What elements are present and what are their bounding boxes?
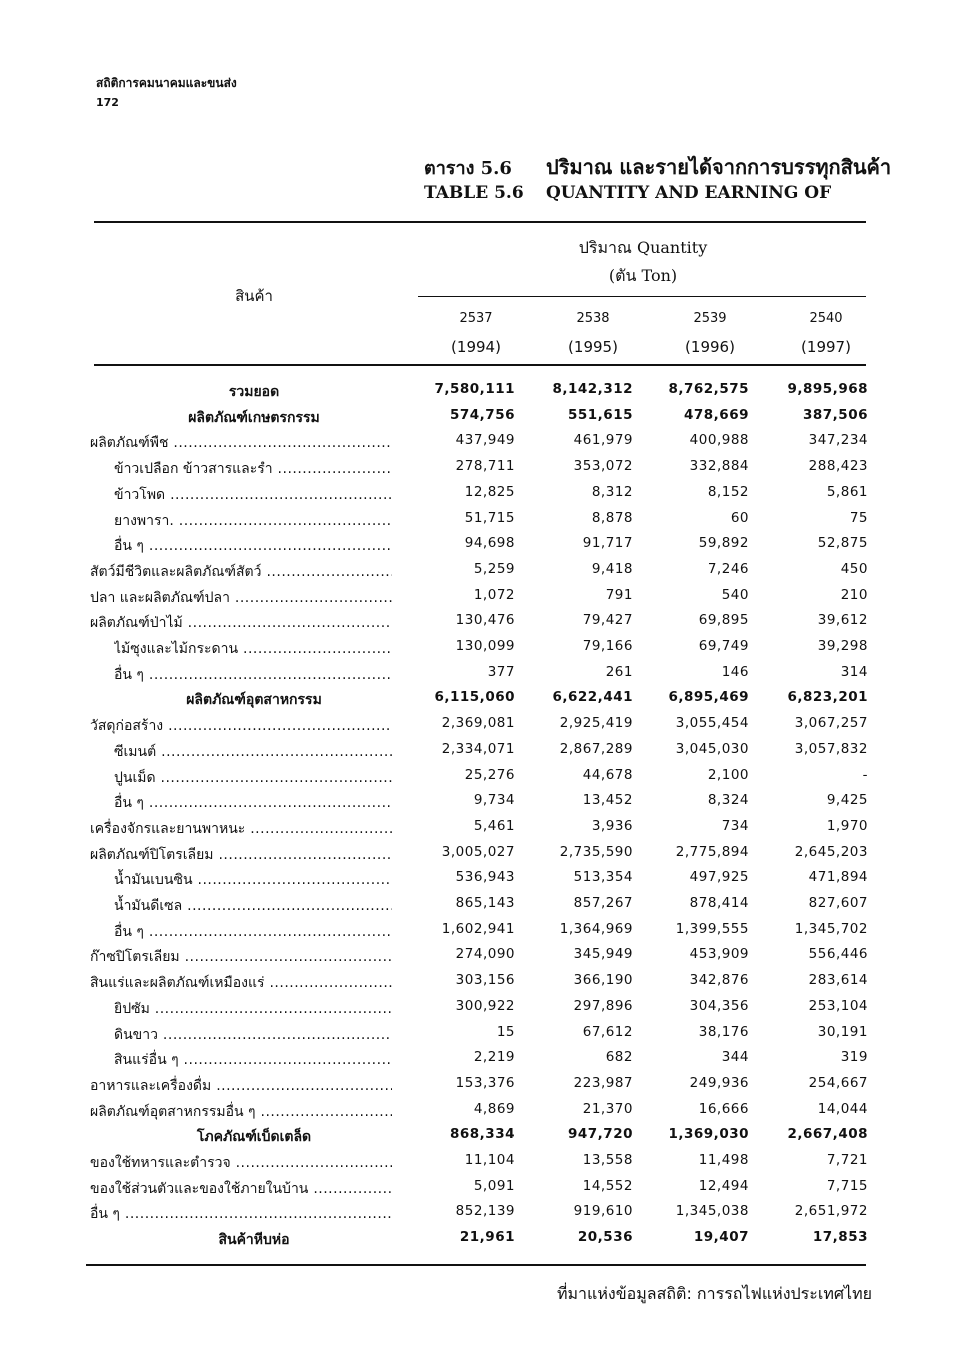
cell-value: 254,667 [808, 1074, 868, 1091]
cell-value: 9,425 [826, 792, 868, 809]
cell-value: 574,756 [450, 406, 515, 423]
quantity-unit-header: (ตัน Ton) [608, 266, 678, 285]
table-row [0, 381, 966, 406]
cell-value: 39,612 [817, 612, 868, 629]
table-title-english: QUANTITY AND EARNING OF [546, 183, 832, 203]
cell-value: 556,446 [808, 946, 868, 963]
table-row [0, 1024, 966, 1049]
cell-value: 540 [721, 586, 749, 603]
cell-value: 16,666 [698, 1100, 749, 1117]
cell-value: 38,176 [698, 1023, 749, 1040]
table-row [0, 818, 966, 843]
cell-value: - [862, 766, 868, 783]
row-label: ผลิตภัณฑ์พืช ..... [90, 432, 392, 454]
cell-value: 857,267 [573, 895, 633, 911]
row-label: ข้าวโพด ..... [114, 484, 392, 506]
table-row [0, 1101, 966, 1126]
cell-value: 297,896 [573, 997, 633, 1014]
cell-value: 827,607 [808, 895, 868, 911]
cell-value: 2,667,408 [787, 1126, 868, 1143]
table-row [0, 1126, 966, 1151]
row-label: สัตว์มีชีวิตและผลิตภัณฑ์สัตว์ ..... [90, 561, 392, 583]
row-label: สินค้าหีบห่อ [218, 1232, 290, 1249]
cell-value: 461,979 [573, 432, 633, 449]
cell-value: 868,334 [450, 1126, 515, 1143]
cell-value: 261 [605, 663, 633, 680]
row-label: ของใช้ทหารและตำรวจ ..... [90, 1152, 392, 1174]
cell-value: 6,895,469 [668, 689, 749, 706]
cell-value: 2,645,203 [794, 843, 868, 860]
table-row [0, 535, 966, 560]
row-label: ของใช้ส่วนตัวและของใช้ภายในบ้าน ..... [90, 1178, 392, 1200]
table-title-thai: ปริมาณ และรายได้จากการบรรทุกสินค้า [546, 155, 892, 179]
table-row [0, 407, 966, 432]
row-label: เครื่องจักรและยานพาหนะ ..... [90, 818, 392, 840]
cell-value: 130,476 [455, 612, 515, 629]
cell-value: 1,364,969 [559, 920, 633, 937]
cell-value: 471,894 [808, 869, 868, 886]
table-row [0, 741, 966, 766]
cell-value: 450 [840, 560, 868, 577]
table-row [0, 715, 966, 740]
cell-value: 14,044 [817, 1100, 868, 1117]
cell-value: 30,191 [817, 1023, 868, 1040]
cell-value: 79,166 [582, 638, 633, 654]
cell-value: 2,334,071 [441, 740, 515, 757]
row-label: โภคภัณฑ์เบ็ดเตล็ด [196, 1129, 312, 1146]
cell-value: 12,825 [464, 483, 515, 500]
cell-value: 8,142,312 [552, 381, 633, 397]
cell-value: 2,925,419 [559, 715, 633, 732]
table-row [0, 432, 966, 457]
cell-value: 344 [721, 1049, 749, 1066]
quantity-header-rule [418, 296, 866, 297]
cell-value: 453,909 [689, 946, 749, 963]
table-row [0, 869, 966, 894]
item-column-header: สินค้า [235, 287, 273, 305]
cell-value: 69,749 [698, 638, 749, 654]
table-row [0, 664, 966, 689]
row-label: อื่น ๆ ..... [90, 1203, 392, 1225]
cell-value: 288,423 [808, 458, 868, 475]
cell-value: 7,721 [826, 1152, 868, 1168]
cell-value: 17,853 [812, 1229, 868, 1246]
cell-value: 2,867,289 [559, 740, 633, 757]
row-label: ผลิตภัณฑ์ปิโตรเลียม ..... [90, 844, 392, 866]
table-row [0, 612, 966, 637]
row-label: อื่น ๆ ..... [114, 535, 392, 557]
cell-value: 437,949 [455, 432, 515, 449]
table-row [0, 1152, 966, 1177]
table-row [0, 484, 966, 509]
cell-value: 366,190 [573, 972, 633, 989]
cell-value: 210 [840, 586, 868, 603]
cell-value: 303,156 [455, 972, 515, 989]
table-row [0, 921, 966, 946]
cell-value: 947,720 [568, 1126, 633, 1143]
cell-value: 44,678 [582, 766, 633, 783]
cell-value: 21,961 [459, 1229, 515, 1246]
cell-value: 67,612 [582, 1023, 633, 1040]
cell-value: 478,669 [684, 406, 749, 423]
cell-value: 314 [840, 663, 868, 680]
cell-value: 551,615 [568, 406, 633, 423]
cell-value: 682 [605, 1049, 633, 1066]
cell-value: 536,943 [455, 869, 515, 886]
cell-value: 51,715 [464, 509, 515, 526]
table-row [0, 895, 966, 920]
table-row [0, 1075, 966, 1100]
cell-value: 1,399,555 [675, 920, 749, 937]
row-label: ผลิตภัณฑ์อุตสาหกรรมอื่น ๆ ..... [90, 1101, 392, 1123]
year-be-1997: 2540 [809, 311, 843, 326]
cell-value: 13,452 [582, 792, 633, 809]
cell-value: 3,936 [591, 817, 633, 834]
cell-value: 59,892 [698, 535, 749, 552]
table-row [0, 792, 966, 817]
cell-value: 7,580,111 [434, 381, 515, 397]
row-label: ดินขาว ..... [114, 1024, 392, 1046]
cell-value: 2,219 [473, 1049, 515, 1066]
cell-value: 60 [730, 509, 749, 526]
cell-value: 300,922 [455, 997, 515, 1014]
cell-value: 2,100 [707, 766, 749, 783]
cell-value: 6,823,201 [787, 689, 868, 706]
cell-value: 14,552 [582, 1177, 633, 1194]
cell-value: 6,622,441 [552, 689, 633, 706]
cell-value: 2,651,972 [794, 1203, 868, 1220]
row-label: สินแร่และผลิตภัณฑ์เหมืองแร่ ..... [90, 972, 392, 994]
table-row [0, 1049, 966, 1074]
cell-value: 130,099 [455, 638, 515, 654]
table-row [0, 587, 966, 612]
cell-value: 497,925 [689, 869, 749, 886]
table-row [0, 689, 966, 714]
row-label: อื่น ๆ ..... [114, 921, 392, 943]
row-label: ก๊าซปิโตรเลียม ..... [90, 946, 392, 968]
year-ad-1995: (1995) [568, 338, 618, 356]
cell-value: 1,072 [473, 586, 515, 603]
cell-value: 852,139 [455, 1203, 515, 1220]
year-be-1995: 2538 [576, 311, 610, 326]
cell-value: 345,949 [573, 946, 633, 963]
row-label: ไม้ซุงและไม้กระดาน ..... [114, 638, 392, 660]
row-label: ยางพารา. ..... [114, 510, 392, 532]
row-label: ซีเมนต์ ..... [114, 741, 392, 763]
cell-value: 11,498 [698, 1152, 749, 1168]
cell-value: 3,055,454 [675, 715, 749, 732]
cell-value: 347,234 [808, 432, 868, 449]
cell-value: 2,369,081 [441, 715, 515, 732]
cell-value: 8,312 [591, 483, 633, 500]
table-row [0, 1203, 966, 1228]
cell-value: 353,072 [573, 458, 633, 475]
cell-value: 1,369,030 [668, 1126, 749, 1143]
cell-value: 400,988 [689, 432, 749, 449]
cell-value: 1,970 [826, 817, 868, 834]
cell-value: 278,711 [455, 458, 515, 475]
year-be-1994: 2537 [459, 311, 493, 326]
source-note: ที่มาแห่งข้อมูลสถิติ: การรถไฟแห่งประเทศไทย [556, 1284, 872, 1303]
cell-value: 75 [849, 509, 868, 526]
cell-value: 11,104 [464, 1152, 515, 1168]
table-row [0, 767, 966, 792]
cell-value: 25,276 [464, 766, 515, 783]
cell-value: 274,090 [455, 946, 515, 963]
running-header-title: สถิติการคมนาคมและขนส่ง [96, 76, 237, 90]
cell-value: 6,115,060 [434, 689, 515, 706]
cell-value: 21,370 [582, 1100, 633, 1117]
cell-value: 8,324 [707, 792, 749, 809]
cell-value: 1,602,941 [441, 920, 515, 937]
cell-value: 283,614 [808, 972, 868, 989]
row-label: อาหารและเครื่องดื่ม ..... [90, 1075, 392, 1097]
header-bottom-rule [94, 364, 866, 366]
cell-value: 19,407 [693, 1229, 749, 1246]
cell-value: 3,045,030 [675, 740, 749, 757]
row-label: อื่น ๆ ..... [114, 792, 392, 814]
cell-value: 2,775,894 [675, 843, 749, 860]
cell-value: 865,143 [455, 895, 515, 911]
row-label: รวมยอด [228, 384, 280, 400]
row-label: สินแร่อื่น ๆ ..... [114, 1049, 392, 1071]
row-label: ปลา และผลิตภัณฑ์ปลา ..... [90, 587, 392, 609]
cell-value: 5,091 [473, 1177, 515, 1194]
cell-value: 5,861 [826, 483, 868, 500]
cell-value: 3,067,257 [794, 715, 868, 732]
row-label: น้ำมันเบนซิน ..... [114, 869, 392, 891]
cell-value: 5,461 [473, 817, 515, 834]
row-label: ผลิตภัณฑ์อุตสาหกรรม [186, 692, 322, 709]
table-row [0, 998, 966, 1023]
cell-value: 153,376 [455, 1074, 515, 1091]
row-label: ปูนเม็ด ..... [114, 767, 392, 789]
year-be-1996: 2539 [693, 311, 727, 326]
cell-value: 253,104 [808, 997, 868, 1014]
cell-value: 9,734 [473, 792, 515, 809]
row-label: ยิปซัม ..... [114, 998, 392, 1020]
cell-value: 387,506 [803, 406, 868, 423]
cell-value: 734 [721, 817, 749, 834]
cell-value: 919,610 [573, 1203, 633, 1220]
table-label-english: TABLE 5.6 [424, 183, 524, 203]
cell-value: 79,427 [582, 612, 633, 629]
cell-value: 7,715 [826, 1177, 868, 1194]
cell-value: 4,869 [473, 1100, 515, 1117]
table-row [0, 561, 966, 586]
cell-value: 8,762,575 [668, 381, 749, 397]
row-label: ผลิตภัณฑ์เกษตรกรรม [188, 409, 320, 426]
cell-value: 146 [721, 663, 749, 680]
cell-value: 3,005,027 [441, 843, 515, 860]
cell-value: 39,298 [817, 638, 868, 654]
cell-value: 878,414 [689, 895, 749, 911]
cell-value: 513,354 [573, 869, 633, 886]
cell-value: 52,875 [817, 535, 868, 552]
cell-value: 12,494 [698, 1177, 749, 1194]
cell-value: 13,558 [582, 1152, 633, 1168]
cell-value: 249,936 [689, 1074, 749, 1091]
cell-value: 319 [840, 1049, 868, 1066]
cell-value: 7,246 [707, 560, 749, 577]
table-label-thai: ตาราง 5.6 [424, 158, 512, 179]
cell-value: 223,987 [573, 1074, 633, 1091]
cell-value: 2,735,590 [559, 843, 633, 860]
table-row [0, 638, 966, 663]
cell-value: 8,152 [707, 483, 749, 500]
cell-value: 1,345,702 [794, 920, 868, 937]
table-top-rule [94, 221, 866, 223]
cell-value: 3,057,832 [794, 740, 868, 757]
row-label: ข้าวเปลือก ข้าวสารและรำ ..... [114, 458, 392, 480]
row-label: อื่น ๆ ..... [114, 664, 392, 686]
cell-value: 5,259 [473, 560, 515, 577]
row-label: วัสดุก่อสร้าง ..... [90, 715, 392, 737]
cell-value: 377 [487, 663, 515, 680]
year-ad-1996: (1996) [685, 338, 735, 356]
cell-value: 304,356 [689, 997, 749, 1014]
quantity-group-header: ปริมาณ Quantity [578, 238, 708, 257]
table-row [0, 458, 966, 483]
cell-value: 9,895,968 [787, 381, 868, 397]
cell-value: 9,418 [591, 560, 633, 577]
cell-value: 91,717 [582, 535, 633, 552]
table-row [0, 972, 966, 997]
cell-value: 94,698 [464, 535, 515, 552]
cell-value: 69,895 [698, 612, 749, 629]
table-row [0, 1229, 966, 1254]
year-ad-1994: (1994) [451, 338, 501, 356]
table-bottom-rule [86, 1264, 866, 1266]
year-ad-1997: (1997) [801, 338, 851, 356]
row-label: ผลิตภัณฑ์ป่าไม้ ..... [90, 612, 392, 634]
table-row [0, 844, 966, 869]
cell-value: 20,536 [577, 1229, 633, 1246]
page-number: 172 [96, 96, 119, 109]
cell-value: 342,876 [689, 972, 749, 989]
cell-value: 8,878 [591, 509, 633, 526]
cell-value: 791 [605, 586, 633, 603]
table-row [0, 510, 966, 535]
table-row [0, 946, 966, 971]
table-row [0, 1178, 966, 1203]
cell-value: 332,884 [689, 458, 749, 475]
row-label: น้ำมันดีเซล ..... [114, 895, 392, 917]
cell-value: 1,345,038 [675, 1203, 749, 1220]
cell-value: 15 [496, 1023, 515, 1040]
